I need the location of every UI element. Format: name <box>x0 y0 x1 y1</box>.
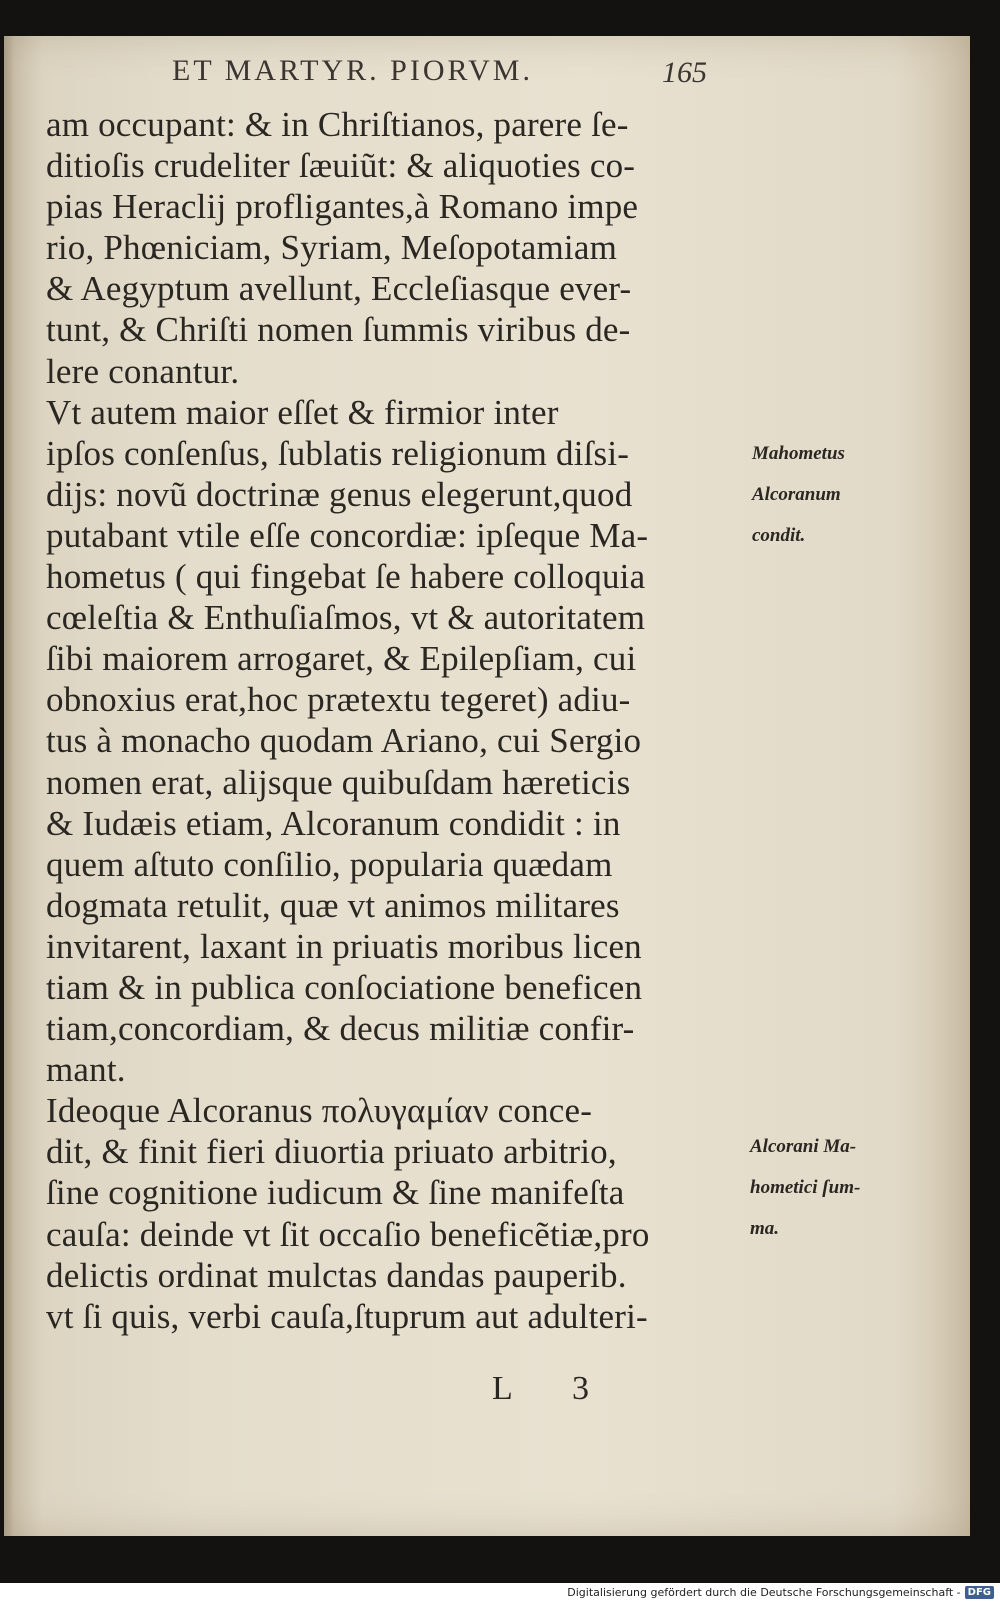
text-line: tiam & in publica conſociatione beneficen <box>46 967 643 1007</box>
text-line: dijs: novũ doctrinæ genus elegerunt,quod <box>46 474 633 514</box>
book-page <box>4 36 970 1536</box>
text-line: am occupant: & in Chriſtianos, parere ſe- <box>46 105 629 144</box>
page-number: 165 <box>662 56 707 89</box>
credit-text: Digitalisierung gefördert durch die Deutsche Forschungsgemeinschaft - <box>567 1586 961 1599</box>
margin-note-line: Alcorani Ma- <box>750 1136 857 1157</box>
text-line: Vt autem maior eſſet & firmior inter <box>46 392 559 432</box>
text-line: vt ſi quis, verbi cauſa,ſtuprum aut adulteri- <box>46 1296 648 1336</box>
margin-note-line: ma. <box>750 1218 780 1239</box>
text-line: ſibi maiorem arrogaret, & Epilepſiam, cui <box>46 639 637 679</box>
text-line: ſine cognitione iudicum & ſine manifeſta <box>46 1173 625 1213</box>
text-line: pias Heraclij profligantes,à Romano impe <box>46 187 639 227</box>
text-line: delictis ordinat mulctas dandas pauperib. <box>46 1255 627 1295</box>
text-line: lere conantur. <box>46 351 240 391</box>
margin-note-line: condit. <box>752 525 806 546</box>
margin-note-line: hometici ſum- <box>750 1177 861 1198</box>
text-line: quem aſtuto conſilio, popularia quædam <box>46 844 613 884</box>
text-line: dogmata retulit, quæ vt animos militares <box>46 885 620 925</box>
text-line: invitarent, laxant in priuatis moribus licen <box>46 926 642 966</box>
text-line: nomen erat, alijsque quibuſdam hæreticis <box>46 762 631 802</box>
running-head: ET MARTYR. PIORVM. <box>172 54 533 87</box>
text-line: Ideoque Alcoranus πολυγαμίαν conce- <box>46 1091 593 1131</box>
body-text <box>46 104 746 1337</box>
text-line: mant. <box>46 1050 126 1090</box>
text-line: putabant vtile eſſe concordiæ: ipſeque Ma- <box>46 515 649 555</box>
page-gutter-shadow <box>4 36 14 1536</box>
text-line: & Iudæis etiam, Alcoranum condidit : in <box>46 803 621 843</box>
text-line: cauſa: deinde vt ſit occaſio beneficẽtiæ,pro <box>46 1214 650 1254</box>
digitization-credit <box>567 1586 994 1599</box>
text-line: tiam,concordiam, & decus militiæ confir- <box>46 1009 635 1049</box>
text-line: ditioſis crudeliter ſæuiũt: & aliquoties co- <box>46 146 636 186</box>
text-line: rio, Phœniciam, Syriam, Meſopotamiam <box>46 228 618 268</box>
text-line: tus à monacho quodam Ariano, cui Sergio <box>46 721 642 761</box>
margin-note-line: Mahometus <box>752 443 845 464</box>
margin-note-mahometus <box>752 433 845 556</box>
margin-note-line: Alcoranum <box>752 484 841 505</box>
text-line: dit, & finit fieri diuortia priuato arbitrio, <box>46 1132 617 1172</box>
text-line: cœleſtia & Enthuſiaſmos, vt & autoritatem <box>46 598 646 638</box>
text-line: obnoxius erat,hoc prætextu tegeret) adiu- <box>46 680 631 720</box>
text-line: hometus ( qui fingebat ſe habere colloquia <box>46 557 646 597</box>
dfg-logo-icon: DFG <box>965 1586 994 1599</box>
text-line: & Aegyptum avellunt, Eccleſiasque ever- <box>46 269 632 309</box>
signature-mark: L 3 <box>492 1370 616 1407</box>
text-line: tunt, & Chriſti nomen ſummis viribus de- <box>46 310 631 350</box>
text-line: ipſos conſenſus, ſublatis religionum diſsi- <box>46 433 630 473</box>
margin-note-alcorani <box>750 1126 860 1249</box>
